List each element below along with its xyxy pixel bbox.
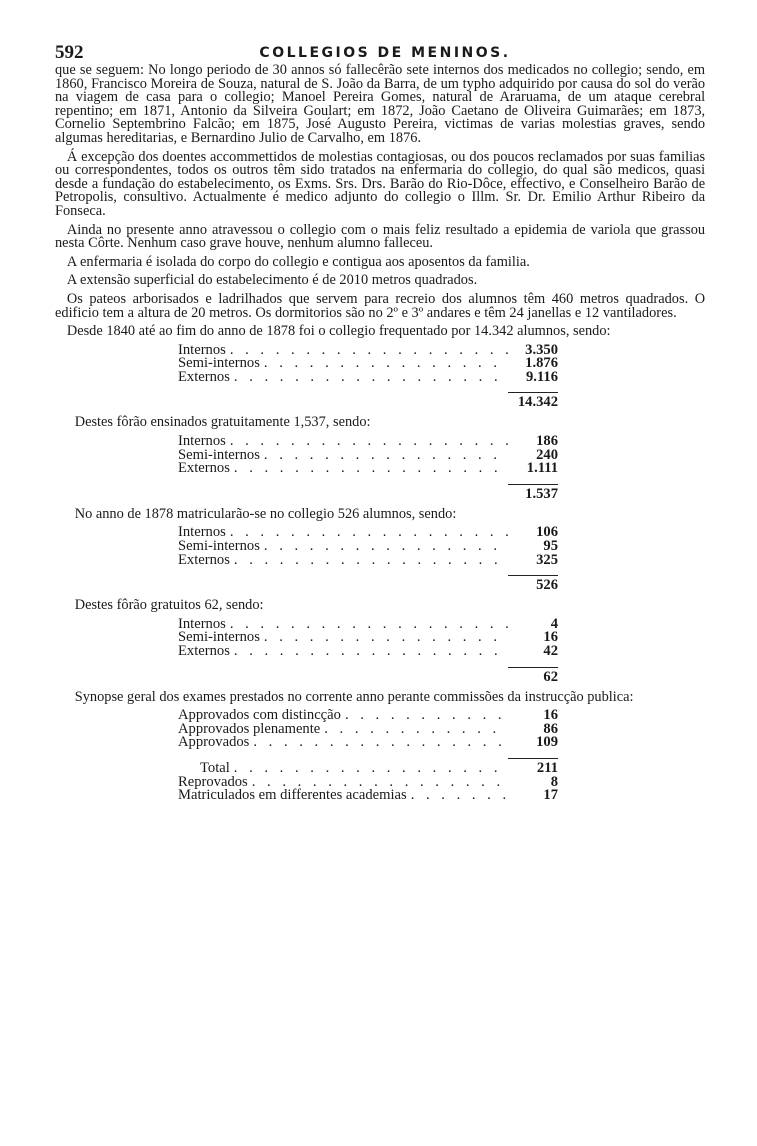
row-value: 16 bbox=[543, 707, 558, 724]
row-label: Matriculados em differentes academias bbox=[178, 787, 407, 804]
leader-dots bbox=[230, 554, 508, 568]
leader-dots bbox=[260, 631, 508, 645]
page-body bbox=[55, 64, 715, 809]
row-value: 95 bbox=[543, 538, 558, 555]
table-row bbox=[178, 736, 558, 750]
leader-dots bbox=[226, 344, 508, 358]
table bbox=[178, 526, 558, 593]
paragraph: que se seguem: No longo periodo de 30 annos só fallecêrão sete internos dos medicados no collegio; sendo, em 1860, Francisco Moreira de Souza, natural de S. João da Barra, de um typho adquirido por causa do sol do verão na viagem de casa para o collegio; Manoel Pereira Gomes, natural de Araruama, de um ataque cerebral repentino; em 1871, Antonio da Silveira Goulart; em 1872, João Caetano de Oliveira Guimarães; em 1873, Cornelio Septembrino Falcão; em 1875, José Augusto Pereira, victimas de varias molestias graves, sendo algumas hereditarias, e Bernardino Julio de Carvalho, em 1876. bbox=[55, 62, 706, 146]
row-label: Externos bbox=[178, 643, 230, 659]
row-value: 240 bbox=[536, 446, 558, 463]
paragraph: Os pateos arborisados e ladrilhados que servem para recreio dos alumnos têm 460 metros quadrados. O edificio tem a altura de 20 metros. Os dormitorios são no 2º e 3º andares e têm 24 janellas e 12 vantiladores. bbox=[55, 290, 706, 321]
page-number: 592 bbox=[55, 42, 84, 63]
statistics-tables bbox=[55, 341, 715, 685]
row-value: 325 bbox=[536, 551, 558, 568]
row-label: Semi-internos bbox=[178, 629, 260, 646]
leader-dots bbox=[226, 435, 508, 449]
row-label: Internos bbox=[178, 524, 226, 541]
running-title: COLLEGIOS DE MENINOS. bbox=[259, 45, 511, 61]
row-value: 16 bbox=[543, 629, 558, 646]
row-value: 4 bbox=[550, 615, 558, 632]
row-value: 109 bbox=[536, 734, 558, 751]
table bbox=[178, 435, 558, 502]
sum-rule bbox=[508, 484, 558, 485]
leader-dots bbox=[260, 540, 508, 554]
row-value: 3.350 bbox=[525, 341, 558, 358]
row-value: 42 bbox=[543, 643, 558, 659]
sum-rule bbox=[508, 575, 558, 576]
table bbox=[178, 615, 558, 685]
table-intro: Destes fôrão gratuitos 62, sendo: bbox=[74, 597, 264, 614]
leader-dots bbox=[230, 645, 508, 659]
row-value: 1.111 bbox=[526, 460, 558, 477]
table-row bbox=[178, 446, 558, 463]
sum-rule bbox=[508, 667, 558, 668]
row-label: Approvados com distincção bbox=[178, 707, 341, 724]
leader-dots bbox=[260, 449, 508, 463]
row-label: Total bbox=[200, 759, 230, 776]
table-row bbox=[178, 631, 558, 645]
leader-dots bbox=[226, 526, 508, 540]
row-value: 1.876 bbox=[525, 355, 558, 372]
paragraph: Á excepção dos doentes accommettidos de molestias contagiosas, ou dos poucos reclamados por suas familias ou correspondentes, todos os outros têm sido tratados na enfermaria do collegio, do qual são medicos, quasi desde a fundação do estabelecimento, os Exms. Srs. Drs. Barão do Rio-Dôce, effectivo, e Conselheiro Barão de Petropolis, consultivo. Actualmente é medico adjunto do collegio o Illm. Sr. Dr. Emilio Arthur Ribeiro da Fonseca. bbox=[55, 148, 706, 219]
table bbox=[178, 341, 558, 411]
row-value: 86 bbox=[543, 720, 558, 737]
row-label: Internos bbox=[178, 615, 226, 632]
leader-dots bbox=[230, 762, 508, 776]
row-value: 211 bbox=[536, 759, 558, 776]
table-row bbox=[178, 789, 558, 803]
table-row bbox=[178, 462, 558, 476]
table-intro: Destes fôrão ensinados gratuitamente 1,537, sendo: bbox=[74, 414, 371, 431]
row-value: 8 bbox=[550, 773, 558, 790]
leader-dots bbox=[341, 709, 508, 723]
row-label: Externos bbox=[178, 460, 230, 477]
row-label: Approvados bbox=[178, 734, 250, 751]
leader-dots bbox=[260, 357, 508, 371]
row-label: Reprovados bbox=[178, 773, 248, 790]
leader-dots bbox=[226, 618, 508, 632]
table-intro: No anno de 1878 matricularão-se no collegio 526 alumnos, sendo: bbox=[74, 505, 457, 522]
table-row bbox=[178, 368, 558, 385]
row-label: Semi-internos bbox=[178, 355, 260, 372]
row-value: 106 bbox=[536, 524, 558, 541]
row-label: Externos bbox=[178, 551, 230, 568]
row-label: Internos bbox=[178, 433, 226, 450]
sum-rule bbox=[508, 392, 558, 393]
table-row bbox=[178, 645, 558, 659]
table-total: 1.537 bbox=[525, 485, 558, 502]
row-label: Internos bbox=[178, 341, 226, 358]
row-label: Semi-internos bbox=[178, 538, 260, 555]
row-label: Approvados plenamente bbox=[178, 720, 321, 737]
row-value: 17 bbox=[543, 787, 558, 804]
row-label: Externos bbox=[178, 368, 230, 385]
row-value: 186 bbox=[536, 433, 558, 450]
leader-dots bbox=[230, 462, 508, 476]
row-label: Semi-internos bbox=[178, 446, 260, 463]
table-row bbox=[178, 551, 558, 568]
leader-dots bbox=[320, 723, 508, 737]
sum-rule bbox=[508, 758, 558, 759]
leader-dots bbox=[230, 371, 508, 385]
leader-dots bbox=[407, 789, 508, 803]
table-row bbox=[178, 357, 558, 371]
exams-intro: Synopse geral dos exames prestados no corrente anno perante commissões da instrucção publica: bbox=[74, 688, 634, 705]
table-total: 14.342 bbox=[517, 394, 558, 411]
table-total: 526 bbox=[536, 577, 558, 594]
table-row bbox=[178, 540, 558, 554]
paragraph: Ainda no presente anno atravessou o collegio com o mais feliz resultado a epidemia de variola que grassou nesta Côrte. Nenhum caso grave houve, nenhum alumno falleceu. bbox=[55, 221, 706, 252]
exams-table bbox=[178, 709, 558, 803]
leader-dots bbox=[249, 736, 508, 750]
paragraph: A enfermaria é isolada do corpo do collegio e contigua aos aposentos da familia. bbox=[66, 253, 530, 270]
table-total: 62 bbox=[543, 668, 558, 685]
paragraph: A extensão superficial do estabelecimento é de 2010 metros quadrados. bbox=[66, 272, 478, 289]
row-value: 9.116 bbox=[525, 368, 558, 385]
paragraph: Desde 1840 até ao fim do anno de 1878 foi o collegio frequentado por 14.342 alumnos, sendo: bbox=[66, 323, 611, 340]
